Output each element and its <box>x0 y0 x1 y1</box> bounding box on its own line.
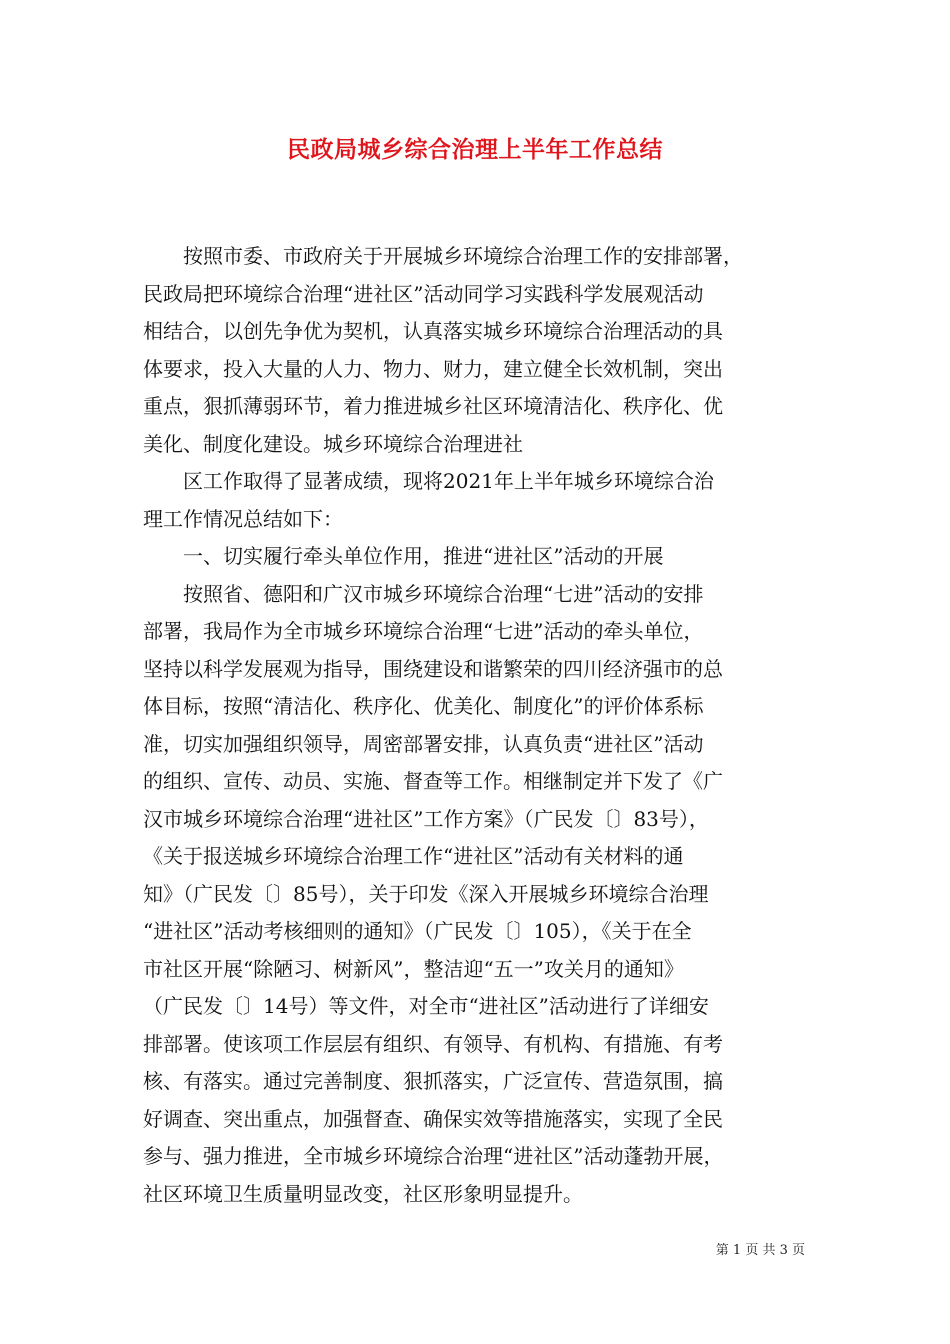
body-line: 部署，我局作为全市城乡环境综合治理“七进”活动的牵头单位， <box>143 619 704 643</box>
body-line: 理工作情况总结如下： <box>143 506 343 531</box>
section-heading: 一、切实履行牵头单位作用，推进“进社区”活动的开展 <box>143 544 664 568</box>
body-line: 社区环境卫生质量明显改变，社区形象明显提升。 <box>143 1181 583 1206</box>
body-line: （广民发〔〕14号）等文件，对全市“进社区”活动进行了详细安 <box>143 994 709 1018</box>
body-line: 区工作取得了显著成绩，现将2021年上半年城乡环境综合治 <box>143 469 714 493</box>
body-line: 美化、制度化建设。城乡环境综合治理进社 <box>143 431 523 456</box>
body-line: 体目标，按照“清洁化、秩序化、优美化、制度化”的评价体系标 <box>143 694 704 718</box>
body-line: 体要求，投入大量的人力、物力、财力，建立健全长效机制，突出 <box>143 356 723 381</box>
body-line: 汉市城乡环境综合治理“进社区”工作方案》（广民发〔〕83号）， <box>143 806 709 831</box>
body-line: 好调查、突出重点，加强督查、确保实效等措施落实，实现了全民 <box>143 1106 723 1131</box>
body-line: “进社区”活动考核细则的通知》（广民发〔〕105），《关于在全 <box>143 919 692 943</box>
body-line: 坚持以科学发展观为指导，围绕建设和谐繁荣的四川经济强市的总 <box>143 656 723 681</box>
body-line: 相结合，以创先争优为契机，认真落实城乡环境综合治理活动的具 <box>143 319 723 343</box>
body-line: 按照省、德阳和广汉市城乡环境综合治理“七进”活动的安排 <box>143 581 704 606</box>
document-body <box>143 238 815 1213</box>
body-line: 核、有落实。通过完善制度、狠抓落实，广泛宣传、营造氛围，搞 <box>143 1069 723 1093</box>
page-number: 第 1 页 共 3 页 <box>715 1243 805 1258</box>
body-line: 市社区开展“除陋习、树新风”，整洁迎“五一”攻关月的通知》 <box>143 956 684 981</box>
body-line: 重点，狠抓薄弱环节，着力推进城乡社区环境清洁化、秩序化、优 <box>143 394 723 418</box>
document-title: 民政局城乡综合治理上半年工作总结 <box>287 136 663 163</box>
body-line: 参与、强力推进，全市城乡环境综合治理“进社区”活动蓬勃开展， <box>143 1144 724 1168</box>
body-line: 民政局把环境综合治理“进社区”活动同学习实践科学发展观活动 <box>143 281 704 306</box>
body-line: 排部署。使该项工作层层有组织、有领导、有机构、有措施、有考 <box>143 1031 723 1056</box>
body-line: 按照市委、市政府关于开展城乡环境综合治理工作的安排部署， <box>143 244 743 268</box>
body-line: 知》（广民发〔〕85号），关于印发《深入开展城乡环境综合治理 <box>143 881 709 906</box>
body-line: 准，切实加强组织领导，周密部署安排，认真负责“进社区”活动 <box>143 731 704 756</box>
body-line: 的组织、宣传、动员、实施、督查等工作。相继制定并下发了《广 <box>143 769 723 793</box>
body-line: 《关于报送城乡环境综合治理工作“进社区”活动有关材料的通 <box>143 844 684 868</box>
